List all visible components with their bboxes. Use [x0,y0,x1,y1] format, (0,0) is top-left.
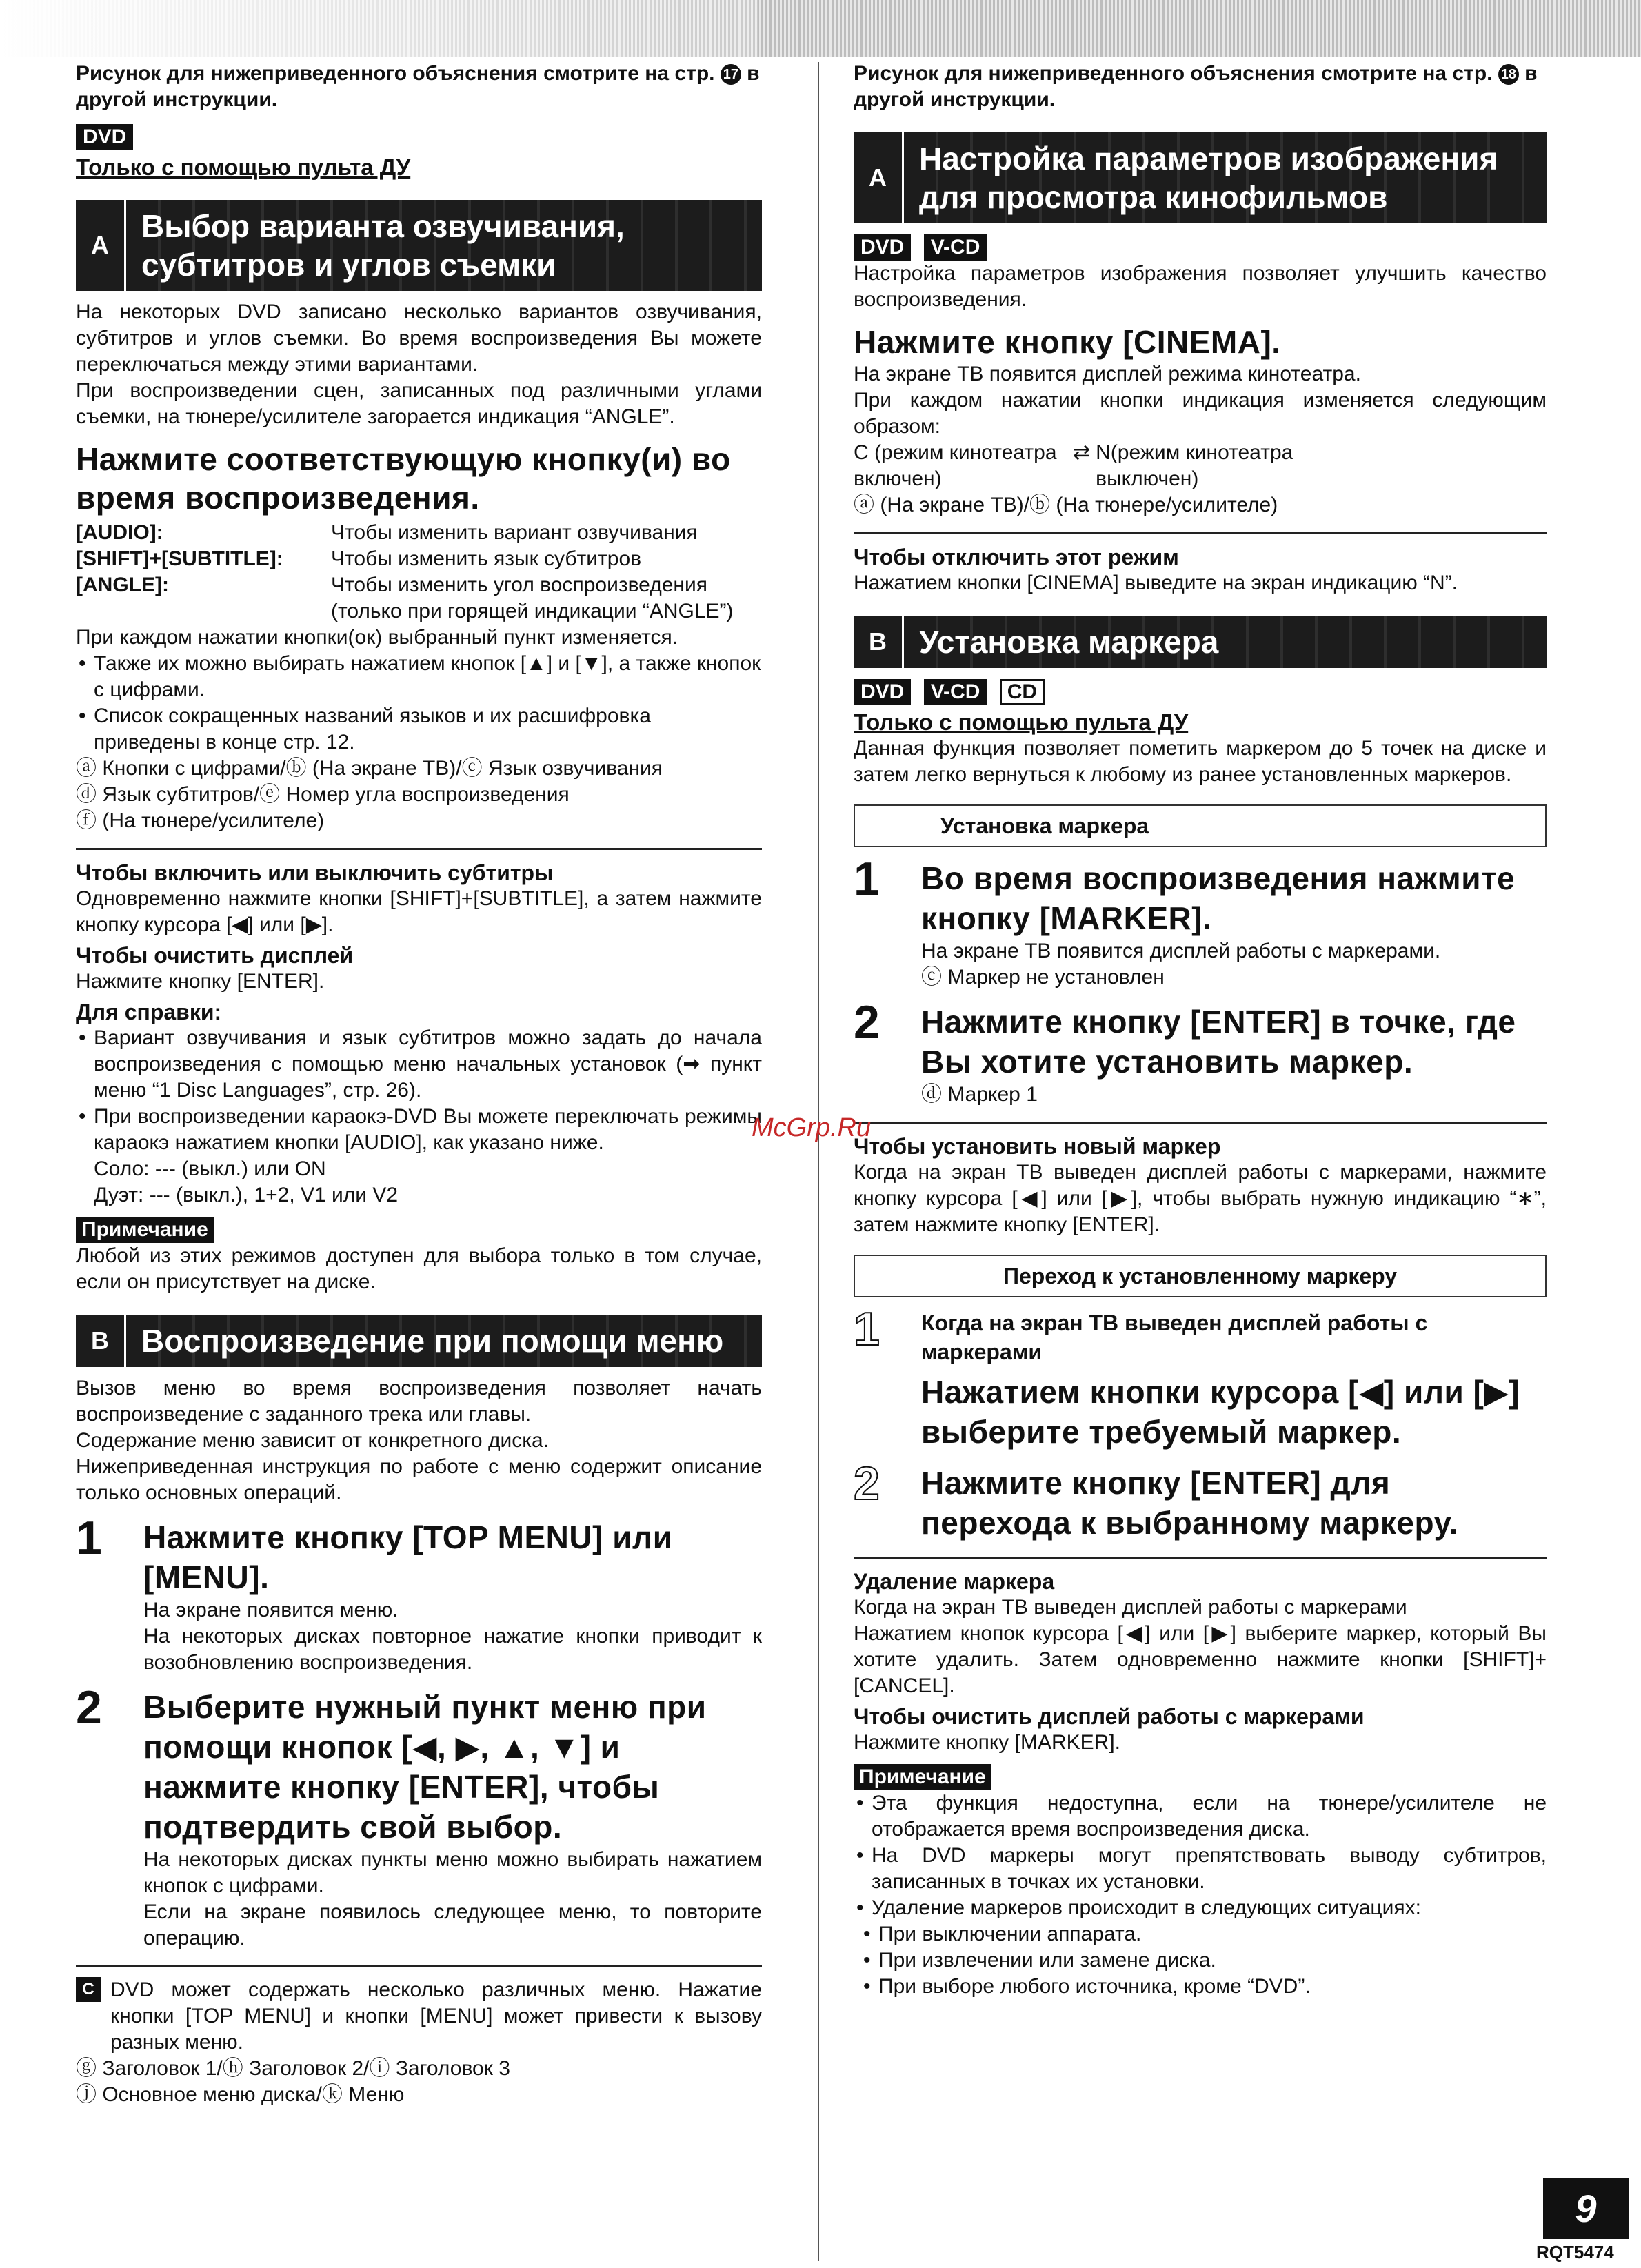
note-label: Примечание [854,1764,991,1790]
step-2 [76,1681,762,1952]
subheading: Чтобы очистить дисплей [76,943,354,968]
step-title: Выберите нужный пункт меню при помощи кнопок [◀, ▶, ▲, ▼] и нажмите кнопку [ENTER], чтобы подтвердить свой выбор. [143,1689,707,1845]
step-text: ⓒ Маркер не установлен [921,966,1165,989]
subheading: Чтобы отключить этот режим [854,545,1179,569]
disc-badges [854,679,1547,705]
step-text: На некоторых дисках пункты меню можно выбирать нажатием кнопок с цифрами. [143,1848,762,1897]
goto-step-1 [854,1303,1547,1452]
section-b-header [76,1315,762,1367]
key-name: [SHIFT]+[SUBTITLE]: [76,547,283,570]
note-text: Любой из этих режимов доступен для выбора только в том случае, если он присутствует на диске. [76,1244,762,1293]
paragraph: Нажмите кнопку [MARKER]. [854,1731,1120,1754]
paragraph: Нажмите кнопку [ENTER]. [76,970,325,993]
dvd-badge: DVD [76,124,133,150]
subsection-box: Переход к установленному маркеру [854,1255,1547,1297]
disc-badges [76,124,762,150]
column-divider [818,62,819,2261]
section-a-header [76,200,762,291]
step-number: 1 [76,1512,102,1564]
bullet-item: • Эта функция недоступна, если на тюнере/усилителе не отображается время воспроизведения диска. [854,1790,1547,1843]
note-label: Примечание [76,1217,214,1243]
ref-number-badge: 18 [1498,64,1519,85]
dvd-badge: DVD [854,234,911,261]
step-title: Нажмите кнопку [ENTER] в точке, где Вы хотите установить маркер. [921,1004,1516,1080]
legend-line: ⓐ Кнопки с цифрами/ⓑ (На экране ТВ)/ⓒ Язык озвучивания [76,757,663,780]
karaoke-duet: Дуэт: --- (выкл.), 1+2, V1 или V2 [94,1184,399,1206]
paragraph: Содержание меню зависит от конкретного диска. [76,1429,550,1452]
legend-line: ⓓ Язык субтитров/ⓔ Номер угла воспроизведения [76,783,570,806]
paragraph: На некоторых DVD записано несколько вариантов озвучивания, субтитров и углов съемки. Во время воспроизведения Вы можете переключаться между этими вариантами. [76,301,762,376]
step-text: На некоторых дисках повторное нажатие кнопки приводит к возобновлению воспроизведения. [143,1625,762,1674]
menu-note [76,1977,762,2056]
left-column [76,57,762,2108]
step-title: Нажмите кнопку [ENTER] для перехода к выбранному маркеру. [921,1465,1458,1541]
vcd-badge: V-CD [924,679,987,705]
instruction-heading: Нажмите соответствующую кнопку(и) во время воспроизведения. [76,441,731,516]
paragraph: Нажатием кнопок курсора [◀] или [▶] выберите маркер, который Вы хотите удалить. Затем одновременно нажмите кнопки [SHIFT]+[CANCEL]. [854,1622,1547,1697]
subheading: Удаление маркера [854,1569,1055,1594]
divider [76,848,762,850]
bullet-item: • Список сокращенных названий языков и их расшифровка приведены в конце стр. 12. [76,703,762,756]
right-column [854,57,1547,2000]
instruction-heading: Нажмите кнопку [CINEMA]. [854,324,1281,360]
subheading: Чтобы установить новый маркер [854,1134,1221,1159]
step-text: На экране ТВ появится дисплей работы с маркерами. [921,940,1441,962]
scan-top-fade [0,0,758,57]
figure-reference: Рисунок для нижеприведенного объяснения смотрите на стр. 17 в другой инструкции. [76,62,760,111]
mode-on: C (режим кинотеатра включен) [854,441,1057,490]
bullet-item: • Удаление маркеров происходит в следующих ситуациях: [854,1895,1547,1921]
section-letter: A [76,200,126,291]
key-desc: Чтобы изменить угол воспроизведения (только при горящей индикации “ANGLE”) [331,574,734,622]
paragraph: DVD может содержать несколько различных меню. Нажатие кнопки [TOP MENU] и кнопки [MENU] может привести к вызову разных меню. [110,1978,762,2054]
paragraph: При воспроизведении сцен, записанных под различными углами съемки, на тюнере/усилителе загорается индикация “ANGLE”. [76,379,762,428]
paragraph: Нижеприведенная инструкция по работе с меню содержит описание только основных операций. [76,1455,762,1504]
step-number: 1 [854,1303,880,1355]
mode-off: N(режим кинотеатра выключен) [1096,441,1293,490]
key-desc: Чтобы изменить язык субтитров [331,547,642,570]
paragraph: Когда на экран ТВ выведен дисплей работы с маркерами, нажмите кнопку курсора [◀] или [▶], чтобы выбрать нужную индикацию “∗”, затем нажмите кнопку [ENTER]. [854,1161,1547,1236]
remote-only-label: Только с помощью пульта ДУ [76,154,411,180]
step-title: Когда на экран ТВ выведен дисплей работы с маркерами [921,1310,1428,1364]
legend-line: ⓕ (На тюнере/усилителе) [76,809,325,832]
legend-line: ⓙ Основное меню диска/ⓚ Меню [76,2083,405,2106]
bullet-item: • Вариант озвучивания и язык субтитров можно задать до начала воспроизведения с помощью меню начальных установок (➡ пункт меню “1 Disc Languages”, стр. 26). [76,1025,762,1104]
watermark: McGrp.Ru [752,1113,872,1142]
divider [854,1122,1547,1124]
step-title: Нажмите кнопку [TOP MENU] или [MENU]. [143,1519,673,1595]
step-text: Если на экране появилось следующее меню, то повторите операцию. [143,1901,762,1950]
bullet-item: • Также их можно выбирать нажатием кнопок [▲] и [▼], а также кнопок с цифрами. [76,651,762,703]
step-title: Нажатием кнопки курсора [◀] или [▶] выберите требуемый маркер. [921,1374,1520,1450]
step-number: 2 [854,996,880,1049]
paragraph: Настройка параметров изображения позволяет улучшить качество воспроизведения. [854,262,1547,311]
bullet-item: • При воспроизведении караокэ-DVD Вы можете переключать режимы караокэ нажатием кнопки [AUDIO], как указано ниже. [76,1104,762,1156]
paragraph: Вызов меню во время воспроизведения позволяет начать воспроизведение с заданного трека или главы. [76,1377,762,1426]
dvd-badge: DVD [854,679,911,705]
toggle-arrow-icon: ⇄ [1073,441,1091,464]
bullet-item: • При извлечении или замене диска. [860,1947,1547,1974]
paragraph: Нажатием кнопки [CINEMA] выведите на экран индикацию “N”. [854,571,1458,594]
section-letter: B [854,616,904,668]
step-text: ⓓ Маркер 1 [921,1083,1038,1106]
section-letter: A [854,132,904,223]
key-name: [AUDIO]: [76,521,163,544]
step-text: На экране появится меню. [143,1599,399,1621]
vcd-badge: V-CD [924,234,987,261]
cd-badge: CD [1000,679,1045,705]
key-table [76,520,762,625]
section-title: Воспроизведение при помощи меню [126,1315,762,1367]
paragraph: Когда на экран ТВ выведен дисплей работы с маркерами [854,1596,1407,1619]
paragraph: Данная функция позволяет пометить маркером до 5 точек на диске и затем легко вернуться к любому из ранее установленных маркеров. [854,737,1547,786]
divider [76,1965,762,1967]
figure-reference: Рисунок для нижеприведенного объяснения смотрите на стр. 18 в другой инструкции. [854,62,1538,111]
subheading: Для справки: [76,1000,222,1024]
divider [854,532,1547,534]
section-letter: B [76,1315,126,1367]
legend-line: ⓖ Заголовок 1/ⓗ Заголовок 2/ⓘ Заголовок 3 [76,2057,510,2080]
marker-step-2 [854,996,1547,1108]
legend-line: ⓐ (На экране ТВ)/ⓑ (На тюнере/усилителе) [854,494,1278,516]
ref-number-badge: 17 [721,64,741,85]
step-title: Во время воспроизведения нажмите кнопку [MARKER]. [921,860,1516,936]
subheading: Чтобы включить или выключить субтитры [76,860,554,885]
key-name: [ANGLE]: [76,574,169,596]
subsection-box: Установка маркера [854,804,1547,847]
disc-badges [854,234,1547,261]
divider [854,1557,1547,1559]
paragraph: На экране ТВ появится дисплей режима кинотеатра. [854,363,1361,385]
bullet-item: • При выборе любого источника, кроме “DVD”. [860,1974,1547,2000]
step-number: 2 [76,1681,102,1734]
step-number: 2 [854,1457,880,1510]
cinema-mode-toggle [854,440,1547,492]
remote-only-label: Только с помощью пульта ДУ [854,709,1189,735]
paragraph: При каждом нажатии кнопки индикация изменяется следующим образом: [854,389,1547,438]
c-mark: C [76,1977,101,2002]
bullet-item: • При выключении аппарата. [860,1921,1547,1947]
step-number: 1 [854,853,880,905]
subheading: Чтобы очистить дисплей работы с маркерами [854,1704,1365,1729]
paragraph: Одновременно нажмите кнопки [SHIFT]+[SUBTITLE], а затем нажмите кнопку курсора [◀] или [▶]. [76,887,762,936]
karaoke-solo: Соло: --- (выкл.) или ON [94,1157,326,1180]
paragraph: При каждом нажатии кнопки(ок) выбранный пункт изменяется. [76,626,678,649]
section-title: Установка маркера [904,616,1547,668]
section-b-header [854,616,1547,668]
key-desc: Чтобы изменить вариант озвучивания [331,521,698,544]
page-number: 9 [1543,2178,1629,2239]
marker-step-1 [854,853,1547,991]
section-title: Выбор варианта озвучивания, субтитров и углов съемки [126,200,762,291]
step-1 [76,1512,762,1676]
section-title: Настройка параметров изображения для просмотра кинофильмов [904,132,1547,223]
goto-step-2 [854,1457,1547,1543]
document-code: RQT5474 [1536,2242,1614,2262]
bullet-item: • На DVD маркеры могут препятствовать выводу субтитров, записанных в точках их установки. [854,1843,1547,1895]
section-a-header [854,132,1547,223]
